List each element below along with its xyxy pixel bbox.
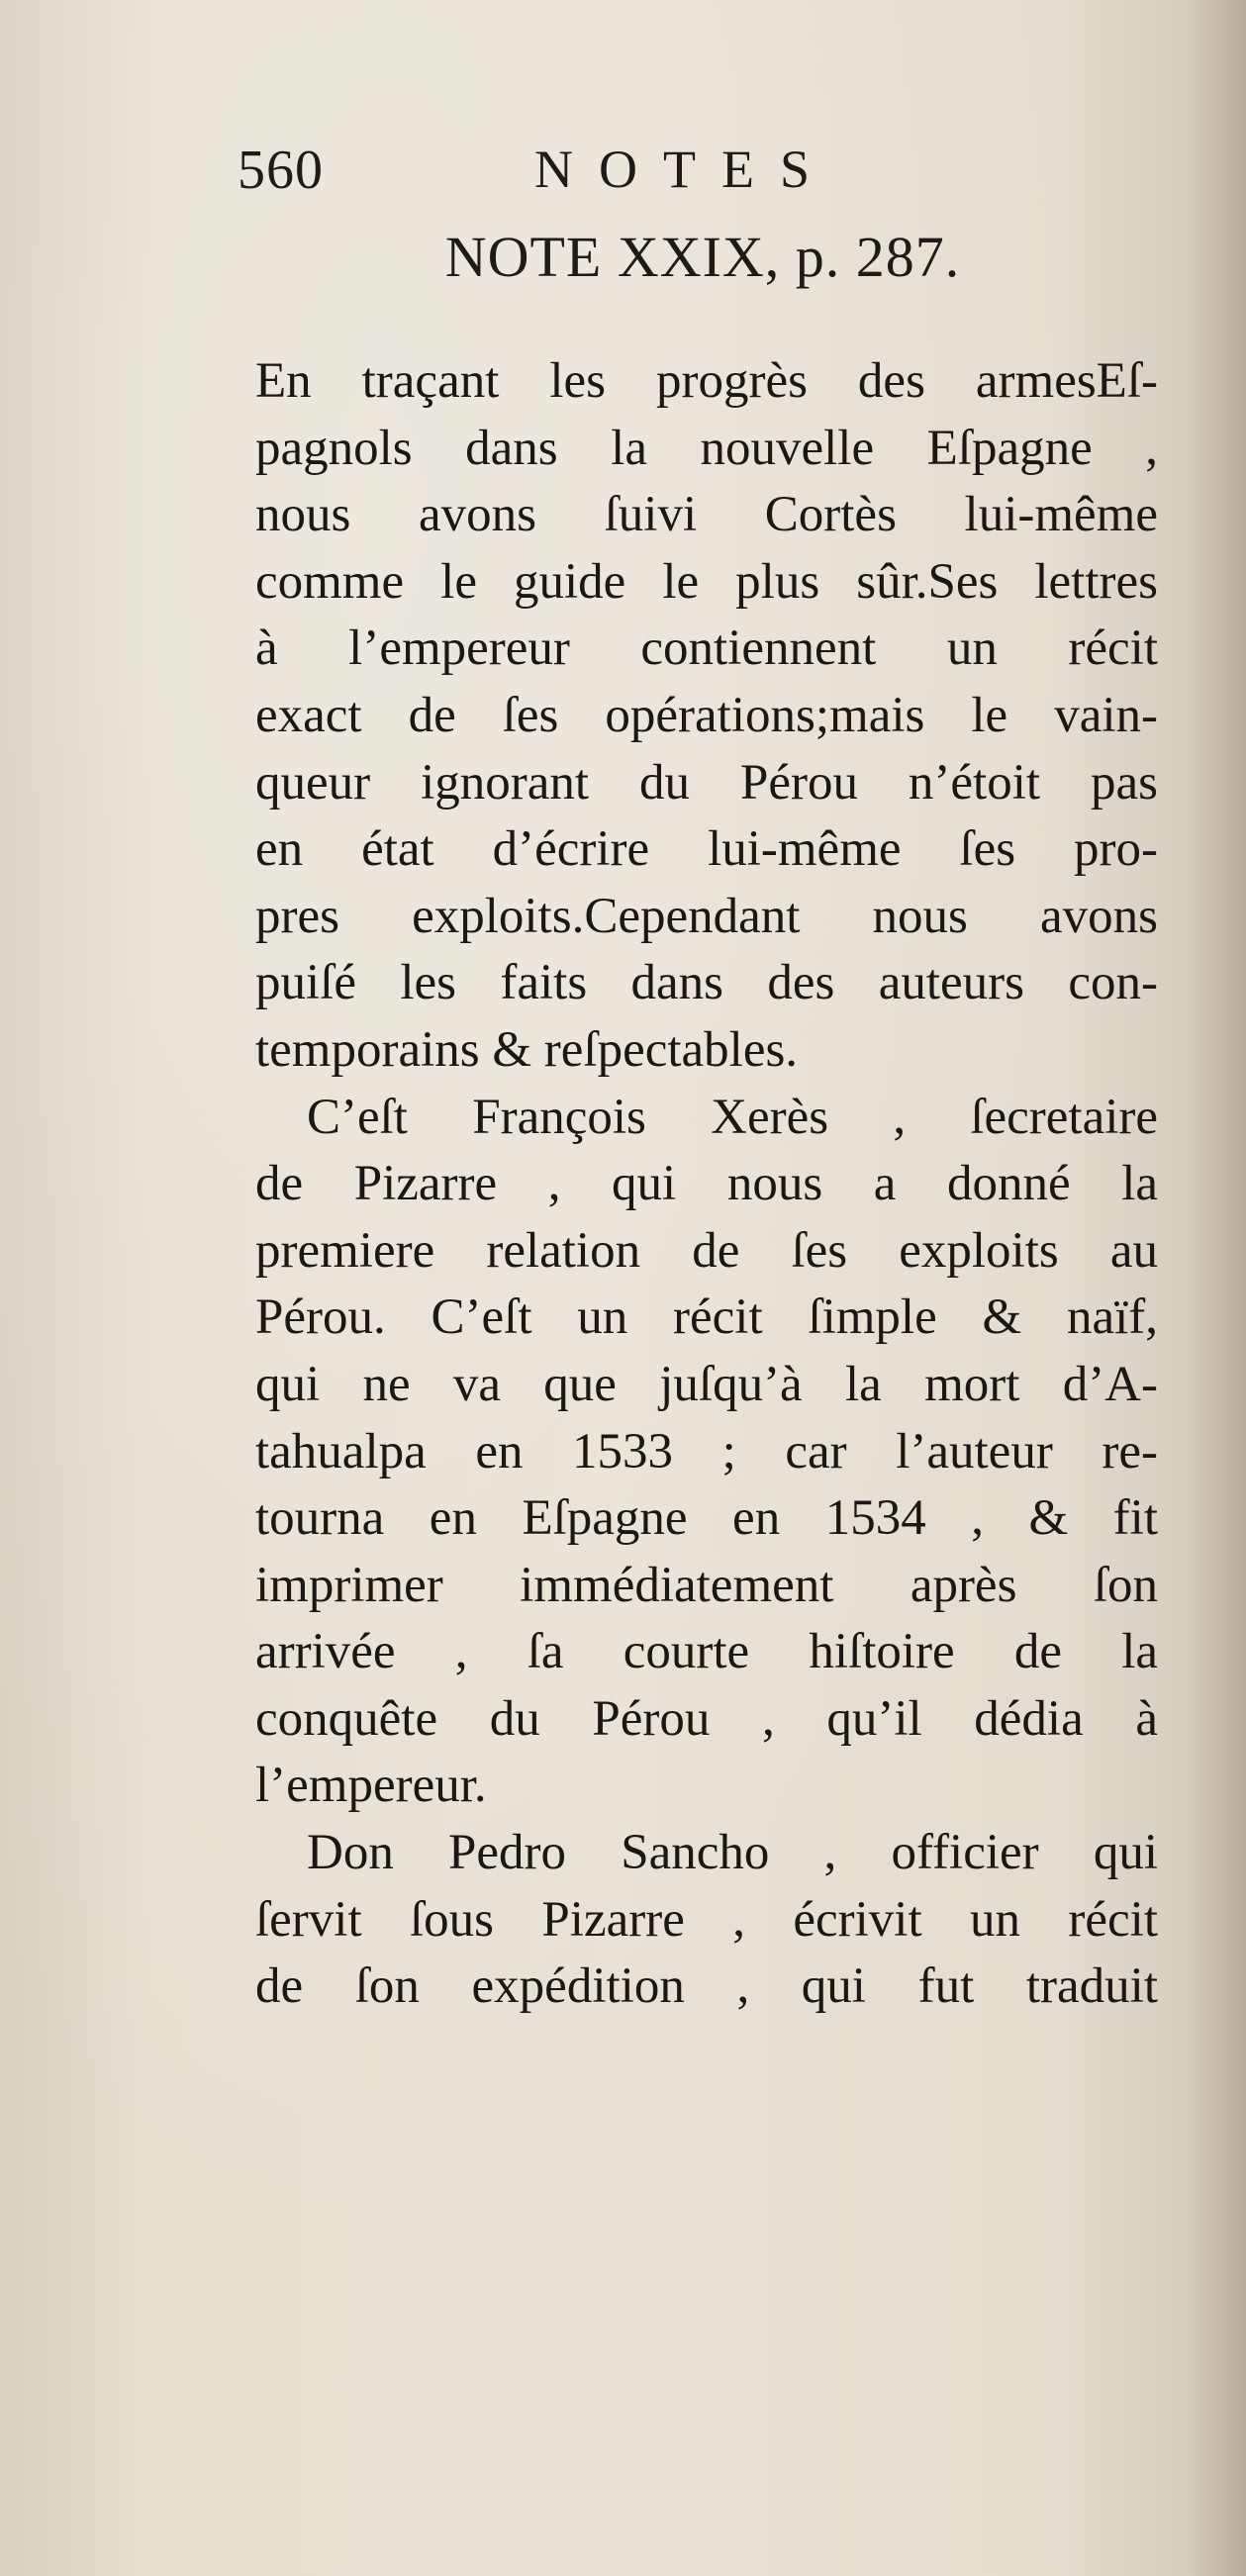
paragraph-2 [255,1085,1158,1821]
text-line: exact de ſes opérations;mais le vain- [255,687,1158,743]
text-line: En traçant les progrès des armesEſ- [255,353,1158,409]
text-line: de ſon expédition , qui fut traduit [255,1958,1158,2015]
text-line: pres exploits.Cependant nous avons [255,888,1158,944]
text-line: l’empereur. [255,1758,487,1814]
page-edge-shadow [1187,0,1246,2576]
text-line: pagnols dans la nouvelle Eſpagne , [255,420,1158,476]
text-line: comme le guide le plus sûr.Ses lettres [255,553,1158,610]
running-title: NOTES [534,140,835,199]
text-line: arrivée , ſa courte hiſtoire de la [255,1624,1158,1680]
text-line: qui ne va que juſqu’à la mort d’A- [255,1356,1158,1412]
text-line: C’eſt François Xerès , ſecretaire [307,1089,1158,1145]
text-line: ſervit ſous Pizarre , écrivit un récit [255,1891,1158,1948]
text-line: tahualpa en 1533 ; car l’auteur re- [255,1423,1158,1479]
text-line: conquête du Pérou , qu’il dédia à [255,1690,1158,1747]
note-heading: NOTE XXIX, p. 287. [444,225,961,289]
text-line: en état d’écrire lui-même ſes pro- [255,821,1158,878]
text-line: nous avons ſuivi Cortès lui-même [255,487,1158,543]
paragraph-1 [255,348,1158,1085]
page-number: 560 [238,140,324,201]
text-line: tourna en Eſpagne en 1534 , & fit [255,1490,1158,1547]
running-head [238,139,1128,208]
note-body [255,348,1158,2021]
text-line: Don Pedro Sancho , officier qui [307,1825,1158,1881]
text-line: puiſé les faits dans des auteurs con- [255,955,1158,1011]
paragraph-3 [255,1820,1158,2021]
text-line: premiere relation de ſes exploits au [255,1222,1158,1279]
text-line: temporains & reſpectables. [255,1021,799,1078]
text-line: à l’empereur contiennent un récit [255,620,1158,677]
text-line: imprimer immédiatement après ſon [255,1557,1158,1613]
text-line: de Pizarre , qui nous a donné la [255,1156,1158,1212]
text-line: queur ignorant du Pérou n’étoit pas [255,754,1158,811]
text-line: Pérou. C’eſt un récit ſimple & naïf, [255,1289,1158,1346]
